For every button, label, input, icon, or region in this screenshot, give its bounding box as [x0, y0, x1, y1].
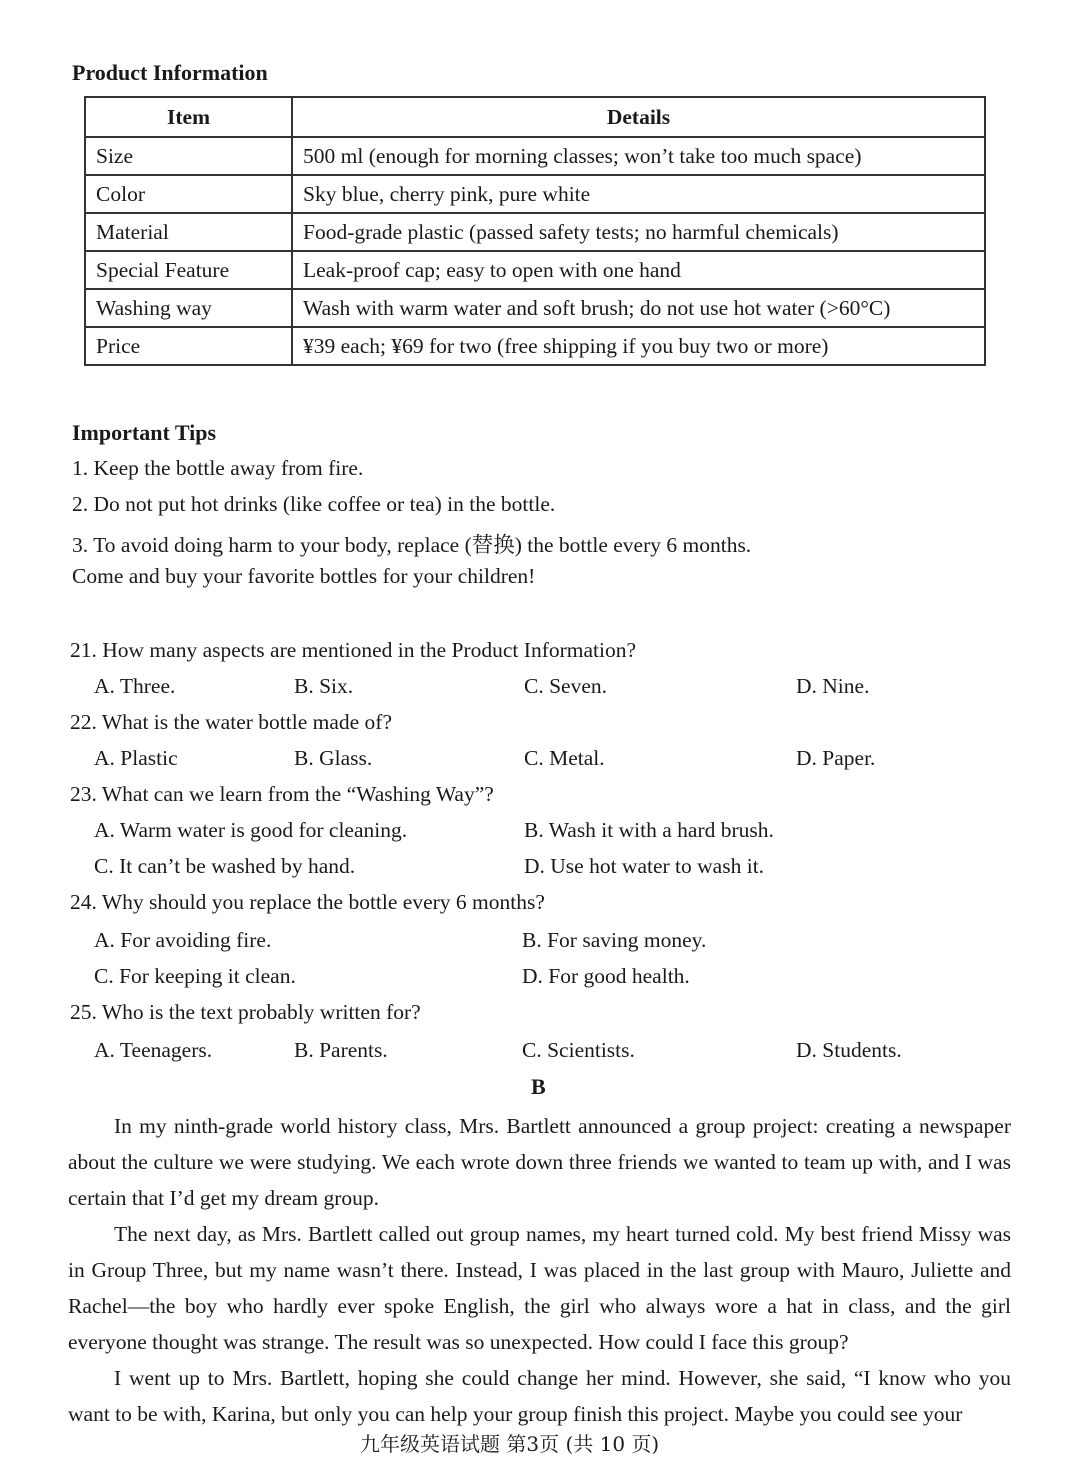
passage-paragraph: I went up to Mrs. Bartlett, hoping she could change her mind. However, she said, “I know who you want to be with, Karina, but only you can help your group finish this project. Maybe you could see your [68, 1366, 1011, 1426]
page-footer: 九年级英语试题 第3页 (共 10 页) [360, 1432, 660, 1456]
question-option: C. For keeping it clean. [94, 964, 296, 988]
row-details: Sky blue, cherry pink, pure white [292, 175, 985, 213]
question-option: B. For saving money. [522, 928, 707, 952]
question-stem: 22. What is the water bottle made of? [70, 710, 392, 734]
tip-item: 2. Do not put hot drinks (like coffee or tea) in the bottle. [72, 492, 556, 516]
question-option: B. Wash it with a hard brush. [524, 818, 774, 842]
question-option: D. Paper. [796, 746, 876, 770]
product-info-table [84, 96, 986, 366]
question-option: A. Plastic [94, 746, 178, 770]
row-item: Material [85, 213, 292, 251]
question-option: A. Teenagers. [94, 1038, 213, 1062]
question-option: B. Glass. [294, 746, 373, 770]
question-option: D. For good health. [522, 964, 690, 988]
question-option: C. It can’t be washed by hand. [94, 854, 356, 878]
table-row [85, 251, 985, 289]
tip-item: 1. Keep the bottle away from fire. [72, 456, 364, 480]
row-details: Food-grade plastic (passed safety tests; no harmful chemicals) [292, 213, 985, 251]
question-option: D. Students. [796, 1038, 902, 1062]
table-row [85, 213, 985, 251]
table-row [85, 137, 985, 175]
question-option: B. Six. [294, 674, 354, 698]
question-stem: 24. Why should you replace the bottle every 6 months? [70, 890, 545, 914]
product-info-title: Product Information [72, 60, 268, 85]
question-option: A. For avoiding fire. [94, 928, 272, 952]
row-item: Size [85, 137, 292, 175]
row-item: Washing way [85, 289, 292, 327]
table-row [85, 289, 985, 327]
table-header-row [85, 97, 985, 137]
table-row [85, 175, 985, 213]
table-row [85, 327, 985, 365]
question-option: C. Seven. [524, 674, 608, 698]
row-details: Wash with warm water and soft brush; do not use hot water (>60°C) [292, 289, 985, 327]
tip-item: 3. To avoid doing harm to your body, replace (替换) the bottle every 6 months. [72, 533, 752, 557]
section-label: B [531, 1074, 546, 1099]
row-item: Color [85, 175, 292, 213]
question-stem: 21. How many aspects are mentioned in the Product Information? [70, 638, 637, 662]
question-stem: 23. What can we learn from the “Washing Way”? [70, 782, 494, 806]
tips-closing: Come and buy your favorite bottles for your children! [72, 564, 536, 588]
row-item: Special Feature [85, 251, 292, 289]
question-option: A. Warm water is good for cleaning. [94, 818, 408, 842]
passage-paragraph: The next day, as Mrs. Bartlett called out group names, my heart turned cold. My best friend Missy was in Group Three, but my name wasn’t there. Instead, I was placed in the last group with Mauro, Juliette and Rachel—the boy who hardly ever spoke English, the girl who always wore a hat in class, and the girl everyone thought was strange. The result was so unexpected. How could I face this group? [68, 1222, 1011, 1354]
tips-title: Important Tips [72, 420, 217, 445]
question-option: D. Use hot water to wash it. [524, 854, 765, 878]
row-details: Leak-proof cap; easy to open with one hand [292, 251, 985, 289]
question-option: C. Scientists. [522, 1038, 635, 1062]
question-option: A. Three. [94, 674, 176, 698]
question-option: C. Metal. [524, 746, 605, 770]
row-item: Price [85, 327, 292, 365]
row-details: 500 ml (enough for morning classes; won’t take too much space) [292, 137, 985, 175]
row-details: ¥39 each; ¥69 for two (free shipping if you buy two or more) [292, 327, 985, 365]
question-option: D. Nine. [796, 674, 870, 698]
header-item: Item [85, 97, 292, 137]
question-stem: 25. Who is the text probably written for? [70, 1000, 421, 1024]
question-option: B. Parents. [294, 1038, 388, 1062]
passage-paragraph: In my ninth-grade world history class, Mrs. Bartlett announced a group project: creating a newspaper about the culture we were studying. We each wrote down three friends we wanted to team up with, and I was certain that I’d get my dream group. [68, 1114, 1011, 1210]
header-details: Details [292, 97, 985, 137]
